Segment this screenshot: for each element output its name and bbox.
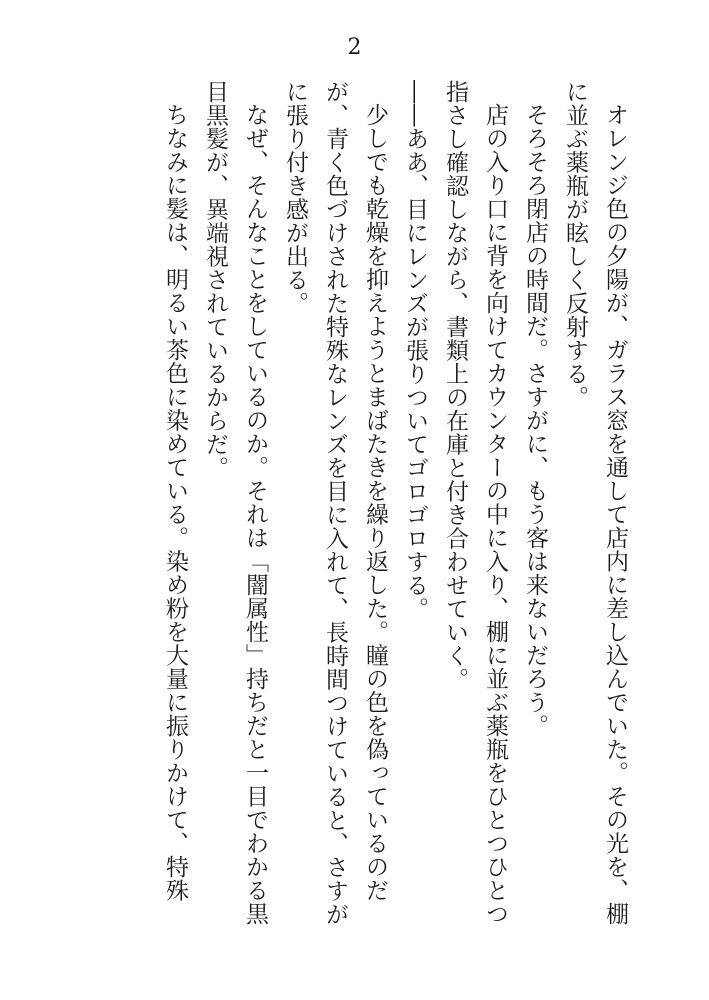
paragraph-7: ちなみに髪は、明るい茶色に染めている。染め粉を大量に振りかけて、特殊 xyxy=(162,103,188,902)
paragraph-4: ――ああ、目にレンズが張りついてゴロゴロする。 xyxy=(402,80,428,621)
paragraph-6: なぜ、そんなことをしているのか。それは「闇属性」持ちだと一目でわかる黒目黒髪が、異端視されているからだ。 xyxy=(202,80,268,926)
paragraph-2: そろそろ閉店の時間だ。さすがに、もう客は来ないだろう。 xyxy=(522,103,548,738)
paragraph-5: 少しでも乾燥を抑えようとまばたきを繰り返した。瞳の色を偽っているのだが、青く色づけされた特殊なレンズを目に入れて、長時間つけていると、さすがに張り付き感が出る。 xyxy=(282,80,388,926)
page-number: 2 xyxy=(347,35,362,60)
paragraph-1: オレンジ色の夕陽が、ガラス窓を通して店内に差し込んでいた。その光を、棚に並ぶ薬瓶が眩しく反射する。 xyxy=(562,80,628,926)
paragraph-3: 店の入り口に背を向けてカウンターの中に入り、棚に並ぶ薬瓶をひとつひとつ指さし確認しながら、書類上の在庫と付き合わせていく。 xyxy=(442,80,508,926)
vertical-text-body xyxy=(155,80,635,940)
